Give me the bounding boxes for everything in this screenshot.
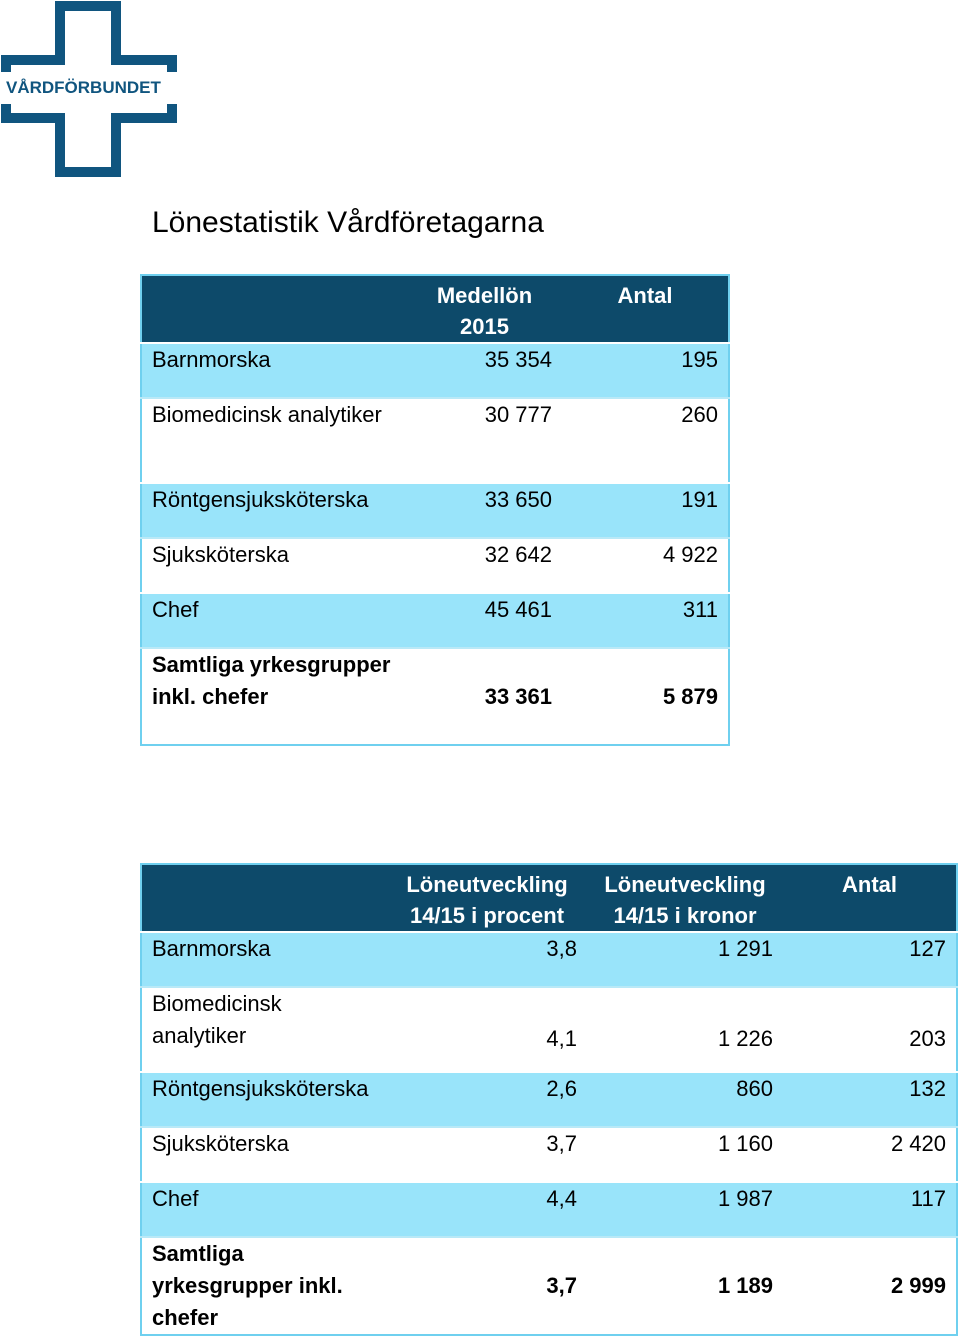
row-value: 1 291	[587, 932, 783, 987]
salary-table	[140, 274, 730, 746]
row-value: 45 461	[407, 593, 562, 648]
row-value: 35 354	[407, 343, 562, 398]
row-label: Barnmorska	[141, 343, 407, 398]
table-row	[141, 648, 729, 745]
row-value: 195	[562, 343, 729, 398]
row-value: 4,1	[387, 987, 587, 1072]
header-cell: Löneutveckling 14/15 i procent	[387, 864, 587, 932]
row-label: Biomedicinsk analytiker	[141, 398, 407, 483]
row-label: Chef	[141, 593, 407, 648]
row-label: Sjuksköterska	[141, 1127, 387, 1182]
table-row	[141, 1182, 957, 1237]
row-value: 2 999	[783, 1237, 957, 1335]
row-value: 4 922	[562, 538, 729, 593]
header-cell: Antal	[783, 864, 957, 932]
row-value: 3,7	[387, 1237, 587, 1335]
header-cell: Löneutveckling 14/15 i kronor	[587, 864, 783, 932]
table-row	[141, 987, 957, 1072]
row-value: 5 879	[562, 648, 729, 745]
row-value: 1 226	[587, 987, 783, 1072]
row-value: 117	[783, 1182, 957, 1237]
table-row	[141, 343, 729, 398]
table-row	[141, 398, 729, 483]
logo	[0, 0, 180, 180]
row-value: 860	[587, 1072, 783, 1127]
header-cell: Medellön 2015	[407, 275, 562, 343]
row-label: Samtliga yrkesgrupper inkl. chefer	[141, 1237, 387, 1335]
row-value: 132	[783, 1072, 957, 1127]
row-value: 260	[562, 398, 729, 483]
row-value: 33 650	[407, 483, 562, 538]
header-cell: Antal	[562, 275, 729, 343]
table-row	[141, 483, 729, 538]
row-value: 32 642	[407, 538, 562, 593]
table-header-row	[141, 275, 729, 343]
row-value: 203	[783, 987, 957, 1072]
row-label: Chef	[141, 1182, 387, 1237]
row-value: 30 777	[407, 398, 562, 483]
table-header-row	[141, 864, 957, 932]
row-value: 33 361	[407, 648, 562, 745]
logo-text: VÅRDFÖRBUNDET	[6, 78, 161, 97]
header-cell	[141, 275, 407, 343]
table-row	[141, 593, 729, 648]
row-label: Röntgensjuksköterska	[141, 483, 407, 538]
table-row	[141, 1237, 957, 1335]
row-label: Barnmorska	[141, 932, 387, 987]
row-value: 1 160	[587, 1127, 783, 1182]
row-value: 3,7	[387, 1127, 587, 1182]
row-label: Biomedicinsk analytiker	[141, 987, 387, 1072]
row-value: 2 420	[783, 1127, 957, 1182]
table-row	[141, 932, 957, 987]
row-label: Sjuksköterska	[141, 538, 407, 593]
row-value: 127	[783, 932, 957, 987]
table-row	[141, 1072, 957, 1127]
row-label: Röntgensjuksköterska	[141, 1072, 387, 1127]
row-value: 2,6	[387, 1072, 587, 1127]
row-value: 3,8	[387, 932, 587, 987]
page-title: Lönestatistik Vårdföretagarna	[152, 206, 544, 239]
table-row	[141, 1127, 957, 1182]
row-value: 1 189	[587, 1237, 783, 1335]
salary-development-table	[140, 863, 958, 1336]
row-label: Samtliga yrkesgrupper inkl. chefer	[141, 648, 407, 745]
row-value: 4,4	[387, 1182, 587, 1237]
header-cell	[141, 864, 387, 932]
row-value: 1 987	[587, 1182, 783, 1237]
row-value: 311	[562, 593, 729, 648]
table-row	[141, 538, 729, 593]
row-value: 191	[562, 483, 729, 538]
